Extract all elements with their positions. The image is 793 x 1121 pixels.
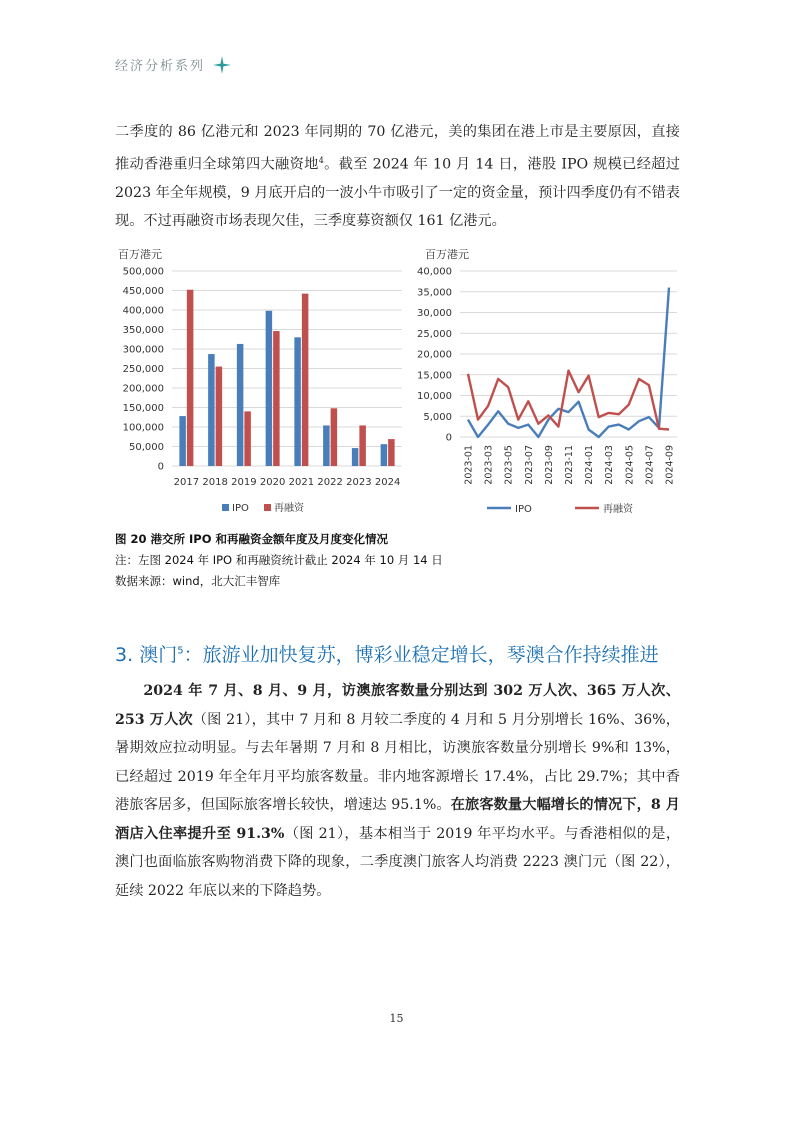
y-unit-label: 百万港元 — [425, 248, 469, 261]
x-tick-label: 2024-05 — [624, 445, 636, 485]
y-tick-label: 35,000 — [417, 287, 452, 299]
x-tick-label: 2021 — [288, 477, 315, 488]
legend-swatch-refinancing — [264, 504, 271, 511]
annual-bar-chart — [110, 242, 410, 522]
para2-bold-a: 2024 年 7 月、8 月、9 月，访澳旅客数量分别达到 302 万人次、365 万人次、253 万人次 — [115, 683, 680, 728]
legend-label: IPO — [232, 503, 249, 514]
x-tick-label: 2023-09 — [543, 445, 555, 485]
x-tick-label: 2023-07 — [523, 445, 535, 485]
y-tick-label: 300,000 — [122, 344, 164, 356]
x-tick-label: 2024-01 — [584, 445, 596, 485]
figure-title: 图 20 港交所 IPO 和再融资金额年度及月度变化情况 — [115, 532, 388, 546]
legend-label: 再融资 — [274, 503, 304, 514]
x-tick-label: 2023 — [346, 477, 372, 488]
para2-text-a: （图 21），其中 7 月和 8 月较二季度的 4 月和 5 月分别增长 16%、36%，暑期效应拉动明显。与去年暑期 7 月和 8 月相比，访澳旅客数量分别增长 9%和 13%，已经超过 2019 年全年月平均旅客数量。非内地客源增长 17.4%，占比 29.7%；其中香港旅客居多，但国际旅客增长较快，增速达 95.1%。 — [115, 711, 680, 813]
y-tick-label: 200,000 — [122, 383, 164, 395]
paragraph-macau-tourism — [115, 677, 680, 905]
legend-label: IPO — [515, 504, 532, 515]
y-tick-label: 350,000 — [122, 325, 164, 336]
page-header — [115, 55, 231, 74]
y-tick-label: 20,000 — [417, 349, 452, 361]
y-tick-label: 25,000 — [417, 328, 452, 340]
legend-label: 再融资 — [603, 504, 633, 515]
x-tick-label: 2023-05 — [503, 445, 515, 485]
y-tick-label: 150,000 — [122, 403, 164, 414]
y-tick-label: 250,000 — [122, 364, 164, 375]
y-tick-label: 10,000 — [417, 391, 452, 402]
x-tick-label: 2023-11 — [564, 445, 575, 485]
series-title: 经济分析系列 — [115, 59, 206, 74]
figure-note: 注：左图 2024 年 IPO 和再融资统计截止 2024 年 10 月 14 日 — [115, 553, 443, 567]
y-tick-label: 50,000 — [129, 442, 164, 453]
bar-refinancing — [273, 331, 280, 466]
page-number: 15 — [389, 1012, 404, 1025]
y-tick-label: 5,000 — [423, 411, 452, 423]
bar-ipo — [294, 337, 301, 466]
y-tick-label: 500,000 — [122, 266, 164, 278]
bar-refinancing — [331, 408, 338, 466]
x-tick-label: 2017 — [173, 477, 200, 488]
bar-ipo — [208, 354, 215, 466]
y-tick-label: 30,000 — [417, 308, 452, 319]
x-tick-label: 2024-07 — [644, 445, 656, 485]
y-tick-label: 400,000 — [122, 305, 164, 317]
section-number: 3. — [115, 644, 134, 666]
bar-ipo — [179, 416, 186, 466]
x-tick-label: 2022 — [317, 477, 343, 488]
legend-swatch-ipo — [222, 504, 229, 511]
x-tick-label: 2024-09 — [664, 445, 676, 485]
para1-text-a: 二季度的 86 亿港元和 2023 年同期的 70 亿港元，美的集团在港上市是主要原因，直接推动香港重归全球第四大融资地 — [115, 124, 680, 173]
monthly-line-chart — [415, 242, 690, 522]
four-point-star-icon — [213, 56, 231, 74]
x-tick-label: 2023-03 — [483, 445, 495, 485]
bar-ipo — [266, 311, 273, 466]
bar-ipo — [352, 448, 359, 466]
y-tick-label: 0 — [445, 432, 452, 444]
x-tick-label: 2020 — [259, 477, 286, 488]
bar-refinancing — [244, 411, 251, 466]
footnote-ref-4: 4 — [318, 155, 324, 165]
x-tick-label: 2024 — [374, 477, 401, 488]
series-line-ipo — [468, 288, 669, 437]
para2-bold-b: 在旅客数量大幅增长的情况下，8 月酒店入住率提升至 91.3% — [115, 797, 680, 842]
bar-refinancing — [359, 425, 366, 466]
bar-ipo — [381, 444, 388, 466]
section-heading-macau — [115, 640, 659, 667]
para2-text-b: （图 21），基本相当于 2019 年平均水平。与香港相似的是，澳门也面临旅客购物消费下降的现象，二季度澳门旅客人均消费 2223 澳门元（图 22），延续 2022 年底以来的下降趋势。 — [115, 825, 681, 899]
y-tick-label: 15,000 — [417, 370, 452, 382]
x-tick-label: 2018 — [202, 477, 228, 488]
y-tick-label: 40,000 — [417, 266, 452, 278]
x-tick-label: 2024-03 — [604, 445, 616, 485]
bar-refinancing — [216, 367, 223, 466]
y-unit-label: 百万港元 — [118, 248, 162, 261]
footnote-ref-5: 5 — [177, 645, 184, 657]
bar-ipo — [323, 425, 330, 466]
para1-text-b: 。截至 2024 年 10 月 14 日，港股 IPO 规模已经超过 2023 年全年规模，9 月底开启的一波小牛市吸引了一定的资金量，预计四季度仍有不错表现。不过再融资市场表现欠佳，三季度募资额仅 161 亿港元。 — [115, 156, 680, 230]
y-tick-label: 100,000 — [122, 422, 164, 434]
bar-ipo — [237, 344, 244, 466]
section-title-a: 澳门 — [139, 644, 178, 666]
y-tick-label: 450,000 — [122, 286, 164, 297]
section-title-b: ：旅游业加快复苏，博彩业稳定增长，琴澳合作持续推进 — [183, 644, 659, 666]
y-tick-label: 0 — [157, 461, 164, 473]
figure-source: 数据来源：wind，北大汇丰智库 — [115, 574, 281, 588]
x-tick-label: 2019 — [231, 477, 257, 488]
bar-refinancing — [302, 294, 309, 466]
paragraph-hk-ipo — [115, 118, 680, 236]
x-tick-label: 2023-01 — [463, 445, 475, 485]
bar-refinancing — [388, 439, 395, 466]
bar-refinancing — [187, 290, 194, 466]
